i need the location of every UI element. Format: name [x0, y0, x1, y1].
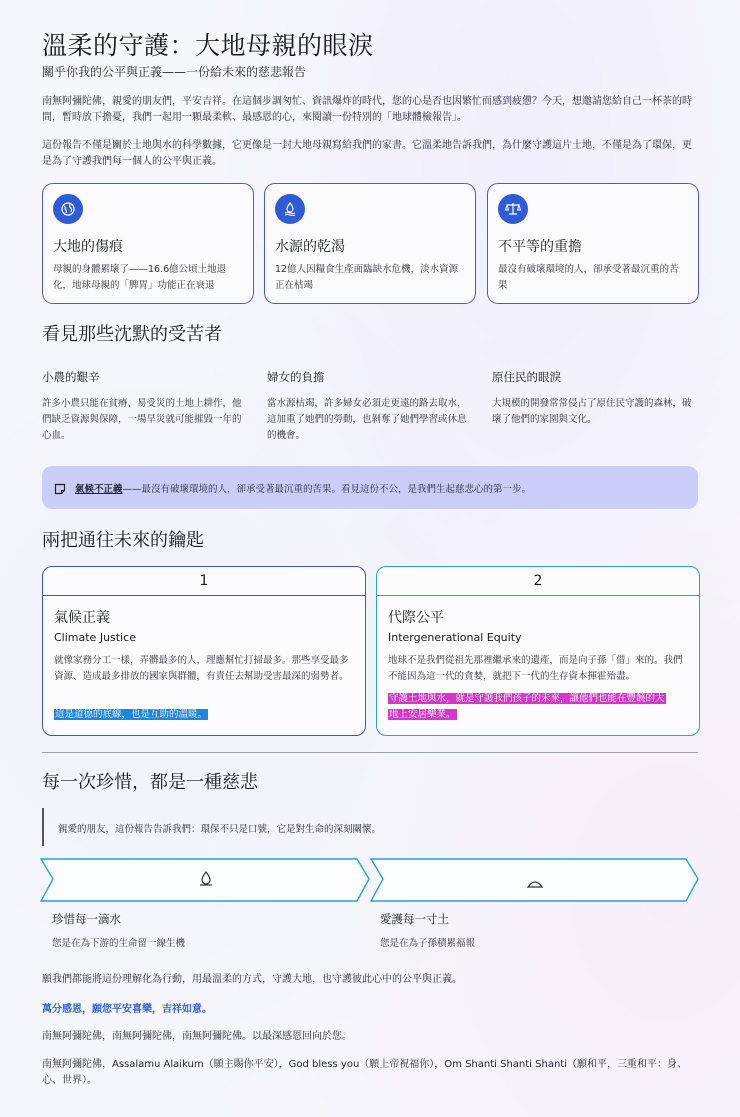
- chevron-desc: 您是在為下游的生命留一線生機: [52, 938, 186, 949]
- note-body: ——最沒有破壞環境的人，卻承受著最沉重的苦果。看見這份不公，是我們生起慈悲心的第一步。: [122, 484, 532, 495]
- key-number: 1: [43, 567, 365, 596]
- key-number: 2: [377, 567, 699, 596]
- key-desc: 地球不是我們從祖先那裡繼承來的遺產，而是向子孫「借」來的。我們不能因為這一代的貪婪，就把下一代的生存資本揮霍殆盡。: [388, 655, 683, 682]
- key-intergenerational-equity: [376, 566, 700, 736]
- chevron-title: 愛護每一寸土: [380, 912, 449, 926]
- note-bold: 氣候不正義: [75, 484, 123, 495]
- globe-icon: [53, 194, 83, 224]
- note-icon: [54, 480, 66, 499]
- section-heading-sufferers: 看見那些沈默的受苦者: [42, 324, 222, 345]
- blessing-text: 萬分感恩，願您平安喜樂，吉祥如意。: [42, 1004, 212, 1015]
- key-highlight: 這是道德的底線，也是互助的溫暖。: [55, 709, 208, 720]
- mound-icon: [527, 874, 543, 893]
- section-heading-keys: 兩把通往未來的鑰匙: [42, 530, 204, 551]
- card-water-thirst: [264, 183, 476, 304]
- key-highlight: 守護土地與水，就是守護我們孩子的未來，讓他們也能在豐饒的大: [389, 693, 665, 704]
- key-climate-justice: [42, 566, 366, 736]
- card-inequality: [487, 183, 699, 304]
- chevron-process: [40, 858, 702, 902]
- section-heading-compassion: 每一次珍惜，都是一種慈悲: [42, 772, 258, 793]
- chevron-desc: 您是在為子孫積累福報: [380, 938, 476, 949]
- intro-paragraph-2: 這份報告不僅是關於土地與水的科學數據，它更像是一封大地母親寫給我們的家書。它溫柔地告訴我們，為什麼守護這片土地，不僅是為了環保，更是為了守護我們每一個人的公平與正義。: [42, 140, 692, 167]
- section-divider: [42, 752, 698, 753]
- key-title: 代際公平: [388, 610, 444, 626]
- scale-icon: [498, 194, 528, 224]
- card-desc: 12億人因糧食生產面臨缺水危機，淡水資源正在枯竭: [275, 264, 459, 291]
- card-land-scars: [42, 183, 254, 304]
- key-title: 氣候正義: [54, 610, 110, 626]
- sufferer-title: 婦女的負擔: [267, 370, 325, 384]
- note-text: [75, 481, 531, 495]
- card-title: 水源的乾渴: [275, 239, 345, 255]
- page-subtitle: 關乎你我的公平與正義——一份給未來的慈悲報告: [42, 65, 307, 79]
- card-title: 不平等的重擔: [498, 239, 582, 255]
- key-desc: 就像家務分工一樣，弄髒最多的人，理應幫忙打掃最多。那些享受最多資源、造成最多排放的國家與群體，有責任去幫助受害最深的弱勢者。: [54, 655, 349, 682]
- closing-paragraph: 願我們都能將這份理解化為行動，用最溫柔的方式，守護大地，也守護彼此心中的公平與正義。: [42, 974, 462, 985]
- quote-block: [42, 808, 700, 846]
- card-desc: 母親的身體累壞了——16.6億公頃土地退化，地球母親的「脾胃」功能正在衰退: [53, 264, 227, 291]
- closing-chant: 南無阿彌陀佛，南無阿彌陀佛，南無阿彌陀佛。以最深感恩回向於您。: [42, 1031, 352, 1042]
- sufferer-desc: 當水源枯竭，許多婦女必須走更遠的路去取水，這加重了她們的勞動，也剝奪了她們學習或休息的機會。: [267, 398, 467, 441]
- sufferer-title: 小農的艱辛: [42, 370, 100, 384]
- key-english-title: Intergenerational Equity: [388, 631, 522, 644]
- intro-paragraph-1: 南無阿彌陀佛，親愛的朋友們，平安吉祥。在這個步調匆忙、資訊爆炸的時代，您的心是否也因繁忙而感到疲憊？今天，想邀請您給自己一杯茶的時間，暫時放下擔憂，我們一起用一顆最柔軟、最感恩的心，來閱讀一份特別的「地球體檢報告」。: [42, 96, 692, 123]
- card-title: 大地的傷痕: [53, 239, 123, 255]
- climate-injustice-note: [42, 466, 698, 509]
- closing-multifaith-blessing: 南無阿彌陀佛，Assalamu Alaikum（願主賜你平安），God bless you（願上帝祝福你），Om Shanti Shanti Shanti（願和平，三重和平：身、心、世界）。: [42, 1059, 687, 1086]
- key-highlight: 地上安居樂業。: [389, 709, 456, 720]
- key-english-title: Climate Justice: [54, 631, 136, 644]
- quote-text: 親愛的朋友，這份報告告訴我們：環保不只是口號，它是對生命的深刻關懷。: [58, 824, 382, 835]
- sufferer-title: 原住民的眼淚: [492, 370, 561, 384]
- card-desc: 最沒有破壞環境的人，卻承受著最沉重的苦果: [498, 264, 679, 291]
- water-icon: [275, 194, 305, 224]
- chevron-title: 珍惜每一滴水: [52, 912, 121, 926]
- droplet-icon: [199, 871, 213, 891]
- sufferer-desc: 大規模的開發常常侵占了原住民守護的森林，破壞了他們的家園與文化。: [492, 398, 692, 425]
- sufferer-desc: 許多小農只能在貧瘠、易受災的土地上耕作，他們缺乏資源與保障，一場旱災就可能摧毀一年的心血。: [42, 398, 242, 441]
- page-title: 溫柔的守護：大地母親的眼淚: [42, 31, 374, 60]
